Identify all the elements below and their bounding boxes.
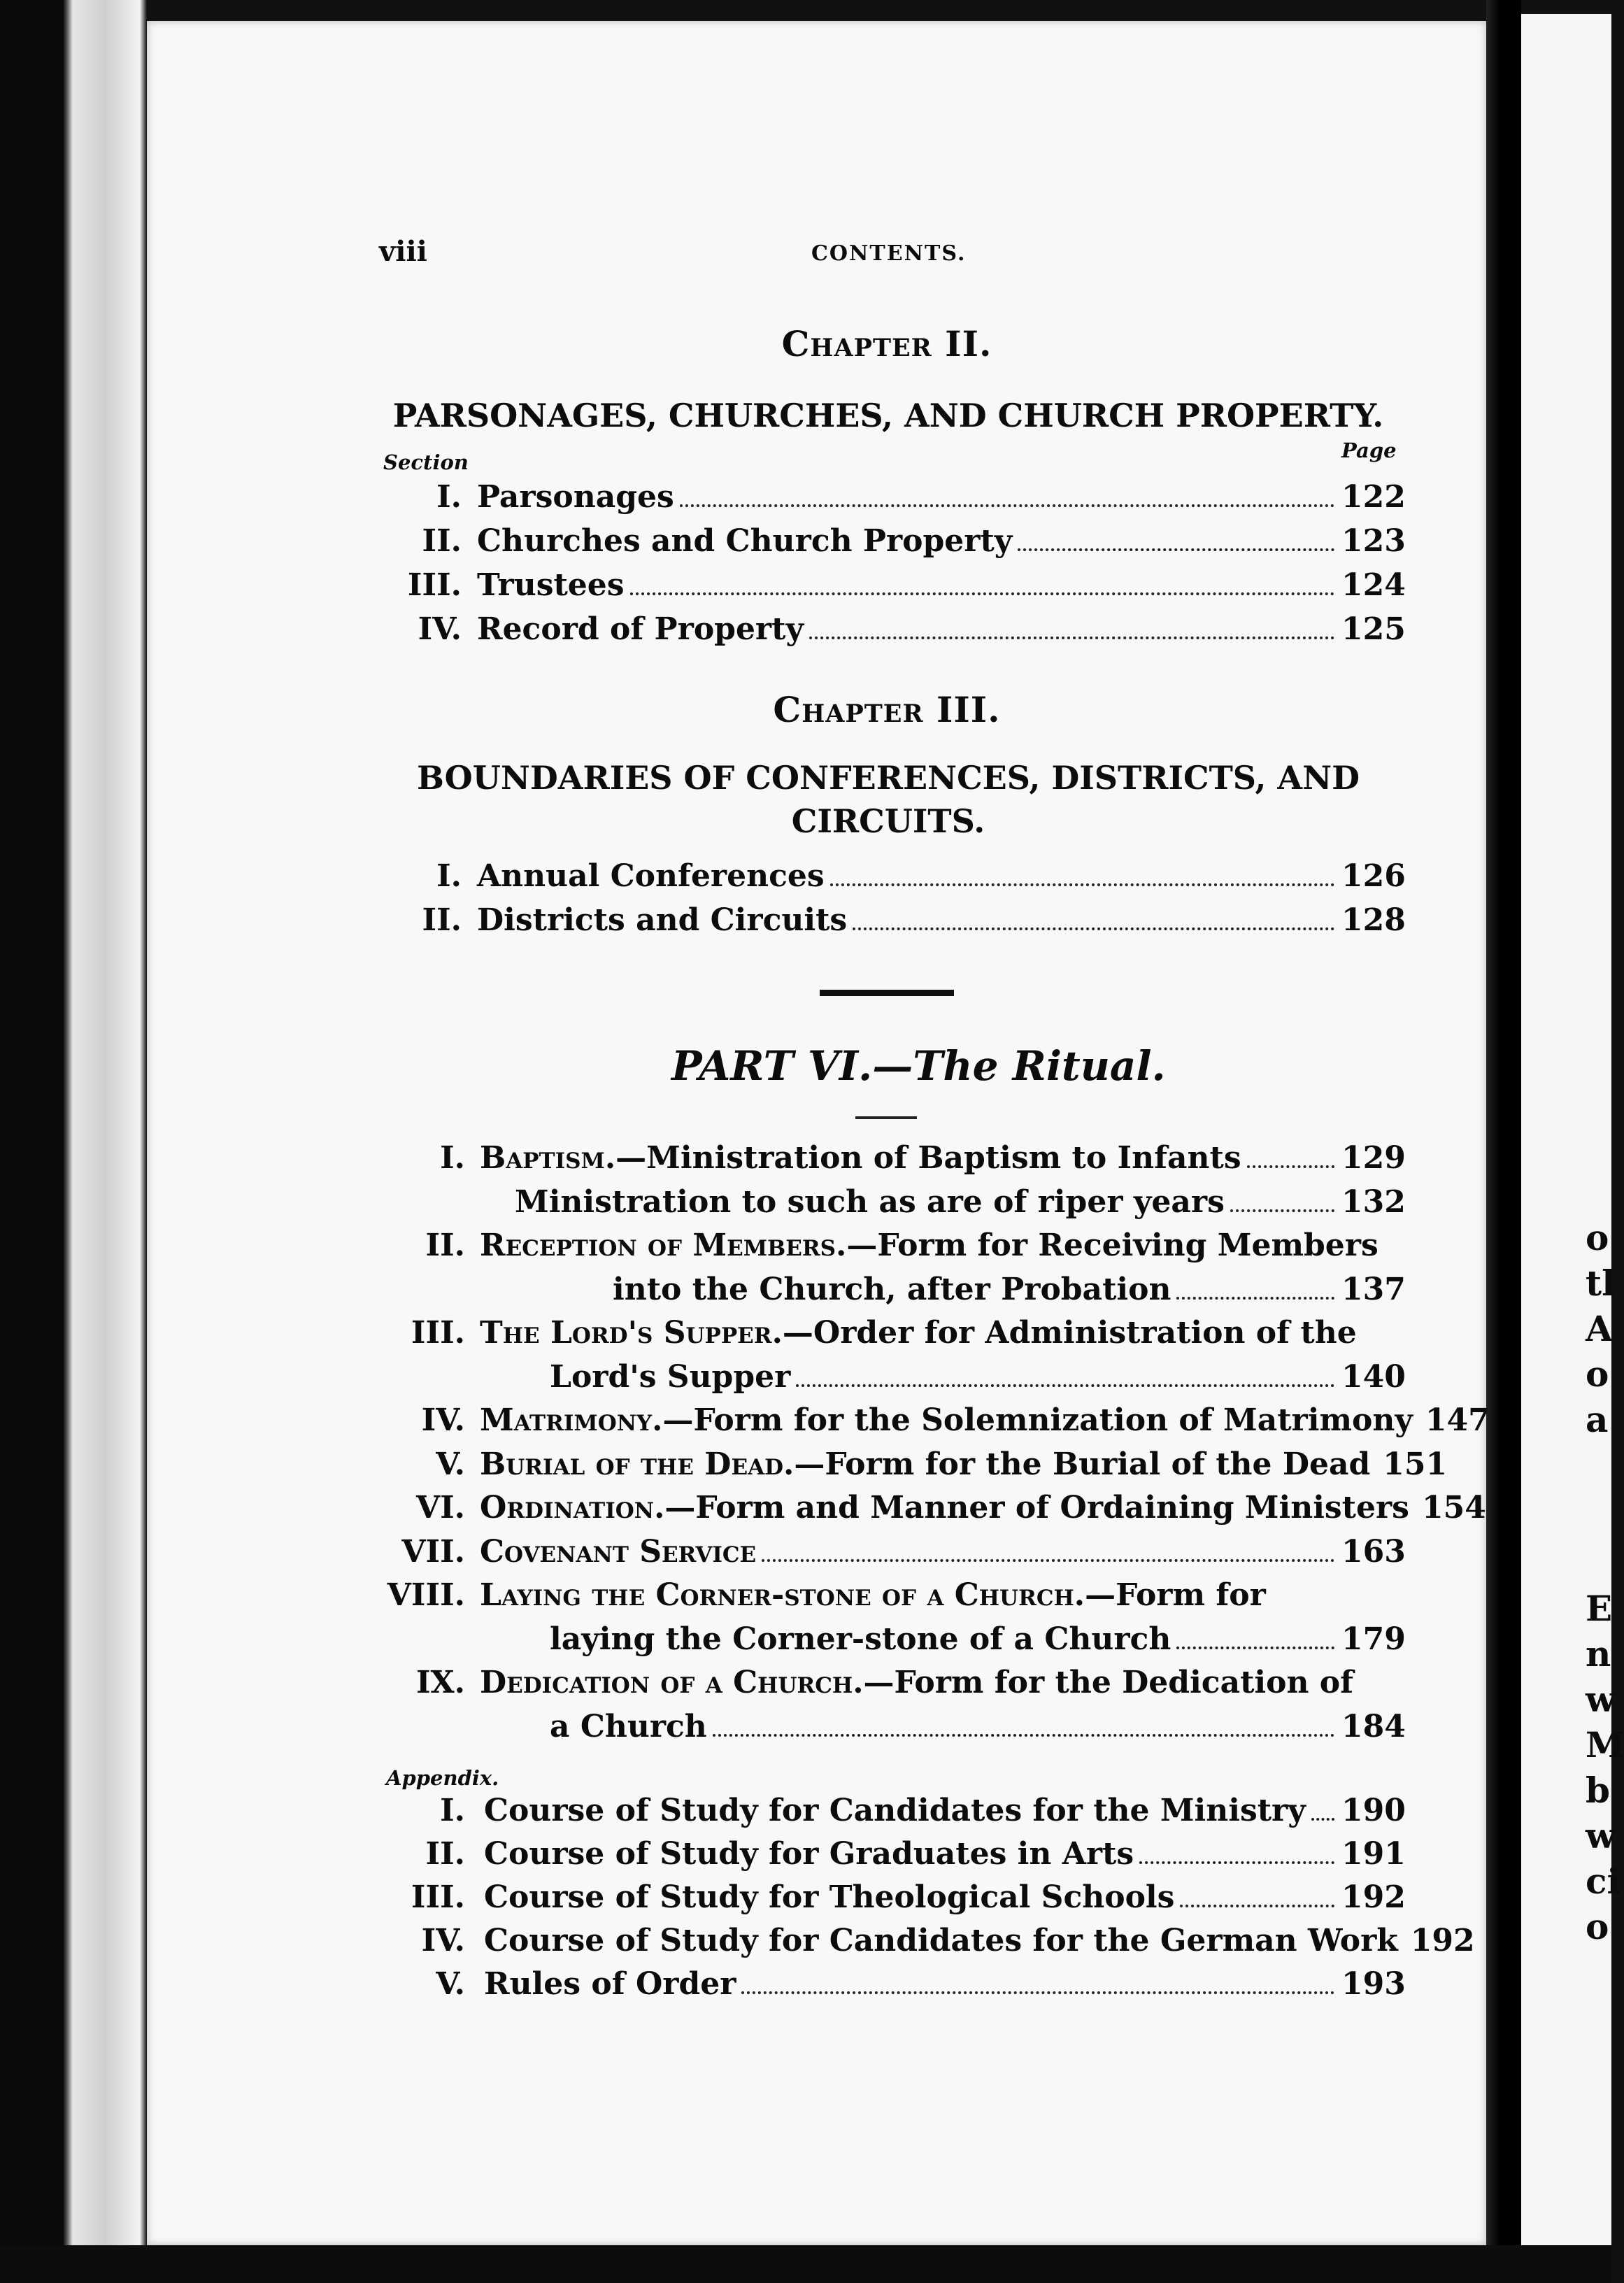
- toc-entry: [484, 1963, 1404, 2006]
- page-number: 129: [1341, 1140, 1406, 1176]
- facing-page-text: a: [1586, 1399, 1609, 1440]
- toc-entry: [480, 1661, 1404, 1705]
- entry-text: Record of Property: [477, 611, 804, 647]
- entry-heading: The Lord's Supper.: [480, 1315, 783, 1351]
- toc-entry: [480, 1530, 1404, 1574]
- entry-text: —Ministration of Baptism to Infants: [615, 1140, 1241, 1176]
- entry-number: V.: [436, 1446, 465, 1482]
- entry-text: Churches and Church Property: [477, 523, 1013, 559]
- entry-heading: Matrimony.: [480, 1402, 663, 1438]
- page-folio: viii: [379, 235, 427, 268]
- toc-entry: [484, 1876, 1404, 1919]
- page-number: 191: [1341, 1836, 1406, 1872]
- entry-text: laying the Corner-stone of a Church: [550, 1621, 1171, 1657]
- dot-leader: [630, 592, 1334, 595]
- entry-text: Trustees: [477, 567, 625, 603]
- page-number: 193: [1341, 1966, 1406, 2002]
- entry-number: I.: [440, 1793, 465, 1828]
- facing-page-text: E: [1586, 1588, 1613, 1629]
- page-number: 163: [1341, 1533, 1406, 1570]
- page-number: 179: [1341, 1621, 1406, 1657]
- entry-number: IV.: [421, 1923, 465, 1958]
- entry-text: Lord's Supper: [550, 1358, 791, 1395]
- entry-number: I.: [436, 858, 462, 894]
- entry-number: I.: [436, 479, 462, 515]
- entry-heading: Covenant Service: [480, 1533, 757, 1570]
- dot-leader: [853, 927, 1334, 930]
- chapter-heading: Chapter III.: [773, 689, 1001, 730]
- entry-text: —Order for Administration of the: [782, 1315, 1357, 1351]
- toc-entry: [480, 1399, 1490, 1442]
- toc-entry: [477, 855, 1404, 898]
- entry-number: II.: [425, 1836, 465, 1872]
- entry-text: —Form and Manner of Ordaining Ministers: [664, 1490, 1409, 1525]
- facing-page-text: ci: [1586, 1861, 1621, 1902]
- dot-leader: [1176, 1647, 1334, 1649]
- toc-entry: [477, 899, 1404, 942]
- chapter-title: BOUNDARIES OF CONFERENCES, DISTRICTS, AND: [416, 759, 1360, 797]
- facing-page-text: n: [1586, 1633, 1611, 1674]
- entry-text: Course of Study for Candidates for the German Work: [484, 1923, 1398, 1958]
- entry-number: III.: [411, 1879, 465, 1915]
- toc-entry: [477, 476, 1404, 519]
- dot-leader: [1311, 1818, 1334, 1821]
- section-divider: [820, 990, 954, 996]
- entry-heading: Dedication of a Church.: [480, 1665, 864, 1700]
- facing-page-text: b: [1586, 1770, 1610, 1811]
- entry-number: V.: [436, 1966, 465, 2002]
- entry-text: Course of Study for Candidates for the Ministry: [484, 1793, 1306, 1828]
- entry-text: Rules of Order: [484, 1966, 736, 2002]
- facing-page-fragment: [1521, 14, 1624, 2252]
- toc-entry: [484, 1789, 1404, 1833]
- page-number: 192: [1341, 1879, 1406, 1915]
- entry-heading: Laying the Corner-stone of a Church.: [480, 1577, 1085, 1613]
- facing-page-text: A: [1586, 1308, 1613, 1349]
- dot-leader: [1247, 1165, 1334, 1168]
- book-spine-edge: [0, 0, 147, 2283]
- entry-heading: Baptism.: [480, 1140, 616, 1176]
- entry-text: —Form for the Dedication of: [863, 1665, 1354, 1700]
- page-number: 184: [1341, 1708, 1406, 1744]
- dot-leader: [1018, 548, 1334, 551]
- toc-entry: [484, 1919, 1475, 1963]
- entry-heading: Burial of the Dead.: [480, 1446, 795, 1482]
- toc-entry: [550, 1356, 1404, 1399]
- page-number: 125: [1341, 611, 1406, 647]
- facing-page-text: o: [1586, 1353, 1609, 1395]
- entry-number: II.: [425, 1228, 465, 1263]
- toc-entry: [515, 1181, 1404, 1224]
- page-number: 151: [1383, 1446, 1448, 1482]
- entry-text: Course of Study for Theological Schools: [484, 1879, 1175, 1915]
- chapter-title-continued: CIRCUITS.: [791, 802, 985, 840]
- entry-number: VIII.: [387, 1577, 465, 1613]
- entry-number: I.: [440, 1140, 465, 1176]
- page-number: 132: [1341, 1183, 1406, 1220]
- page-number: 154: [1421, 1490, 1486, 1525]
- page-number: 137: [1341, 1271, 1406, 1307]
- dot-leader: [762, 1559, 1334, 1562]
- toc-entry: [484, 1833, 1404, 1876]
- facing-page-text: w: [1586, 1679, 1616, 1720]
- appendix-label: Appendix.: [386, 1766, 499, 1790]
- toc-entry: [480, 1137, 1404, 1180]
- book-gutter: [1486, 0, 1521, 2283]
- toc-entry: [477, 520, 1404, 563]
- entry-number: II.: [422, 902, 462, 938]
- entry-number: IV.: [421, 1402, 465, 1438]
- entry-text: Parsonages: [477, 479, 674, 515]
- facing-page-text: tl: [1586, 1263, 1616, 1304]
- facing-page-text: o: [1586, 1217, 1609, 1258]
- ornament-rule: [855, 1116, 917, 1119]
- dot-leader: [809, 636, 1334, 639]
- entry-number: IV.: [418, 611, 462, 647]
- page-number: 192: [1410, 1923, 1475, 1958]
- entry-text: Annual Conferences: [477, 858, 825, 894]
- toc-entry: [477, 564, 1404, 607]
- toc-entry: [613, 1268, 1404, 1311]
- page-number: 147: [1425, 1402, 1490, 1438]
- section-column-label: Section: [383, 450, 469, 474]
- entry-text: Course of Study for Graduates in Arts: [484, 1836, 1134, 1872]
- page-number: 128: [1341, 902, 1406, 938]
- page-number: 122: [1341, 479, 1406, 515]
- dot-leader: [680, 504, 1334, 507]
- entry-text: —Form for the Burial of the Dead: [794, 1446, 1371, 1482]
- entry-text: —Form for Receiving Members: [846, 1228, 1379, 1263]
- dot-leader: [1139, 1861, 1334, 1864]
- entry-heading: Reception of Members.: [480, 1228, 847, 1263]
- running-title: CONTENTS.: [811, 241, 967, 266]
- entry-number: VI.: [415, 1490, 465, 1525]
- dot-leader: [796, 1384, 1334, 1387]
- toc-entry: [480, 1443, 1448, 1486]
- entry-heading: Ordination.: [480, 1490, 665, 1525]
- dot-leader: [1180, 1905, 1334, 1907]
- chapter-title: PARSONAGES, CHURCHES, AND CHURCH PROPERTY.: [392, 397, 1384, 434]
- toc-entry: [480, 1574, 1404, 1617]
- dot-leader: [1230, 1209, 1334, 1212]
- entry-number: III.: [411, 1315, 465, 1351]
- toc-entry: [480, 1224, 1404, 1267]
- entry-number: III.: [407, 567, 462, 603]
- entry-text: a Church: [550, 1708, 707, 1744]
- entry-text: —Form for: [1085, 1577, 1266, 1613]
- toc-entry: [480, 1311, 1404, 1355]
- entry-text: into the Church, after Probation: [613, 1271, 1171, 1307]
- entry-text: —Form for the Solemnization of Matrimony: [662, 1402, 1413, 1438]
- entry-number: II.: [422, 523, 462, 559]
- toc-entry: [550, 1705, 1404, 1749]
- dot-leader: [830, 883, 1334, 886]
- scan-bottom-edge: [0, 2245, 1611, 2283]
- toc-entry: [480, 1486, 1486, 1530]
- page-number: 126: [1341, 858, 1406, 894]
- dot-leader: [1176, 1297, 1334, 1300]
- page-number: 140: [1341, 1358, 1406, 1395]
- page-number: 190: [1341, 1793, 1406, 1828]
- toc-entry: [477, 608, 1404, 651]
- page-number: 124: [1341, 567, 1406, 603]
- facing-page-text: M: [1586, 1724, 1624, 1765]
- facing-page-text: o: [1586, 1906, 1609, 1947]
- dot-leader: [713, 1734, 1334, 1737]
- page-number: 123: [1341, 523, 1406, 559]
- entry-number: VII.: [401, 1533, 465, 1570]
- part-title: PART VI.—The Ritual.: [671, 1042, 1166, 1090]
- entry-number: IX.: [415, 1665, 465, 1700]
- entry-text: Ministration to such as are of riper years: [515, 1183, 1225, 1220]
- page-column-label: Page: [1341, 439, 1397, 462]
- chapter-heading: Chapter II.: [781, 323, 992, 364]
- dot-leader: [741, 1991, 1334, 1994]
- facing-page-text: w: [1586, 1815, 1616, 1856]
- toc-entry: [550, 1618, 1404, 1661]
- entry-text: Districts and Circuits: [477, 902, 848, 938]
